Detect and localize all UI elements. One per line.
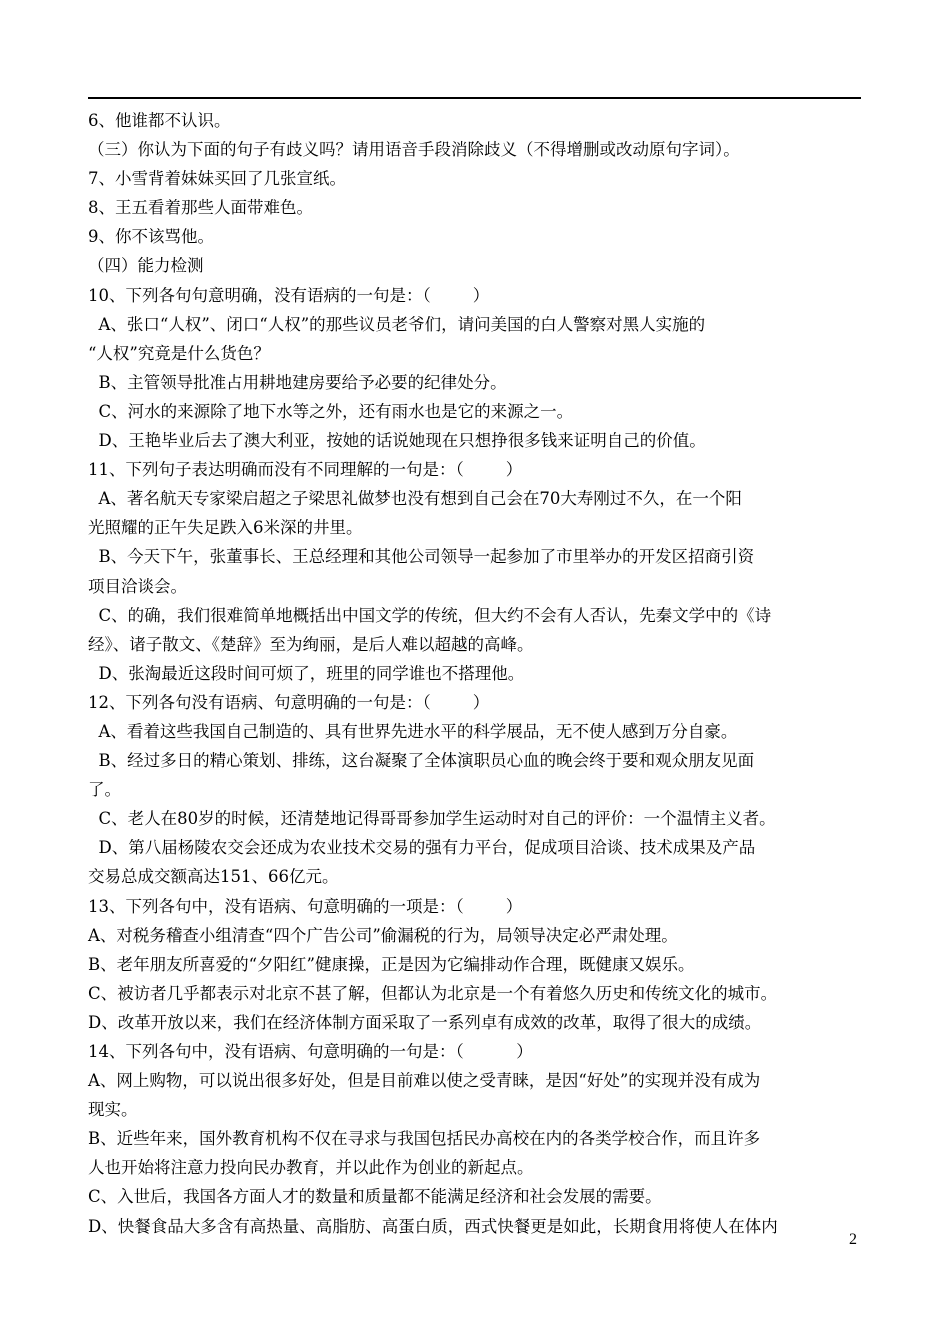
- text-line: A、网上购物，可以说出很多好处，但是目前难以使之受青睐，是因“好处”的实现并没有成为: [88, 1071, 761, 1091]
- text-line: （三）你认为下面的句子有歧义吗？请用语音手段消除歧义（不得增删或改动原句字词）。: [88, 140, 740, 160]
- text-line: 12、下列各句没有语病、句意明确的一句是：（ ）: [88, 692, 490, 712]
- text-line: “人权”究竟是什么货色？: [88, 343, 270, 363]
- text-line: （四）能力检测: [88, 256, 204, 276]
- text-line: B、经过多日的精心策划、排练，这台凝聚了全体演职员心血的晚会终于要和观众朋友见面: [88, 751, 755, 771]
- text-line: 光照耀的正午失足跌入6米深的井里。: [88, 518, 363, 538]
- text-line: A、著名航天专家梁启超之子梁思礼做梦也没有想到自己会在70大寿刚过不久，在一个阳: [88, 489, 742, 509]
- text-line: 交易总成交额高达151、66亿元。: [88, 867, 339, 887]
- text-line: C、的确，我们很难简单地概括出中国文学的传统，但大约不会有人否认，先秦文学中的《诗: [88, 605, 772, 625]
- text-line: 7、小雪背着妹妹买回了几张宣纸。: [88, 169, 346, 189]
- text-line: D、王艳毕业后去了澳大利亚，按她的话说她现在只想挣很多钱来证明自己的价值。: [88, 431, 706, 451]
- text-line: 14、下列各句中，没有语病、句意明确的一句是：（ ）: [88, 1042, 533, 1061]
- text-line: C、入世后，我国各方面人才的数量和质量都不能满足经济和社会发展的需要。: [88, 1187, 662, 1207]
- text-line: D、第八届杨陵农交会还成为农业技术交易的强有力平台，促成项目洽谈、技术成果及产品: [88, 838, 756, 858]
- text-line: 13、下列各句中，没有语病、句意明确的一项是：（ ）: [88, 896, 523, 916]
- question-text: [88, 106, 868, 1241]
- text-line: 10、下列各句句意明确，没有语病的一句是：（ ）: [88, 285, 490, 305]
- text-line: B、今天下午，张董事长、王总经理和其他公司领导一起参加了市里举办的开发区招商引资: [88, 547, 755, 567]
- text-line: C、被访者几乎都表示对北京不甚了解，但都认为北京是一个有着悠久历史和传统文化的城市。: [88, 983, 778, 1003]
- text-line: C、河水的来源除了地下水等之外，还有雨水也是它的来源之一。: [88, 401, 574, 421]
- text-line: 9、你不该骂他。: [88, 227, 214, 247]
- text-line: 了。: [88, 780, 121, 800]
- text-line: 6、他谁都不认识。: [88, 111, 231, 130]
- text-line: A、对税务稽查小组清查“四个广告公司”偷漏税的行为，局领导决定必严肃处理。: [88, 925, 678, 945]
- page-number: 2: [849, 1231, 857, 1248]
- text-line: 11、下列句子表达明确而没有不同理解的一句是：（ ）: [88, 460, 523, 480]
- text-line: A、看着这些我国自己制造的、具有世界先进水平的科学展品，无不使人感到万分自豪。: [88, 721, 738, 741]
- text-line: C、老人在80岁的时候，还清楚地记得哥哥参加学生运动时对自己的评价：一个温情主义者。: [88, 809, 776, 829]
- text-line: B、主管领导批准占用耕地建房要给予必要的纪律处分。: [88, 372, 507, 392]
- text-line: A、张口“人权”、闭口“人权”的那些议员老爷们，请问美国的白人警察对黑人实施的: [88, 314, 706, 334]
- text-line: B、老年朋友所喜爱的“夕阳红”健康操，正是因为它编排动作合理，既健康又娱乐。: [88, 954, 695, 974]
- header-rule: [88, 97, 861, 99]
- text-line: 人也开始将注意力投向民办教育，并以此作为创业的新起点。: [88, 1158, 534, 1178]
- text-line: 现实。: [88, 1100, 138, 1120]
- text-line: 项目洽谈会。: [88, 576, 187, 596]
- text-line: 8、王五看着那些人面带难色。: [88, 198, 313, 218]
- text-line: 经》、诸子散文、《楚辞》至为绚丽，是后人难以超越的高峰。: [88, 634, 534, 654]
- text-line: D、张淘最近这段时间可烦了，班里的同学谁也不搭理他。: [88, 663, 525, 683]
- text-line: D、快餐食品大多含有高热量、高脂肪、高蛋白质，西式快餐更是如此，长期食用将使人在体内: [88, 1216, 778, 1236]
- text-line: D、改革开放以来，我们在经济体制方面采取了一系列卓有成效的改革，取得了很大的成绩。: [88, 1012, 762, 1032]
- text-line: B、近些年来，国外教育机构不仅在寻求与我国包括民办高校在内的各类学校合作，而且许多: [88, 1129, 761, 1149]
